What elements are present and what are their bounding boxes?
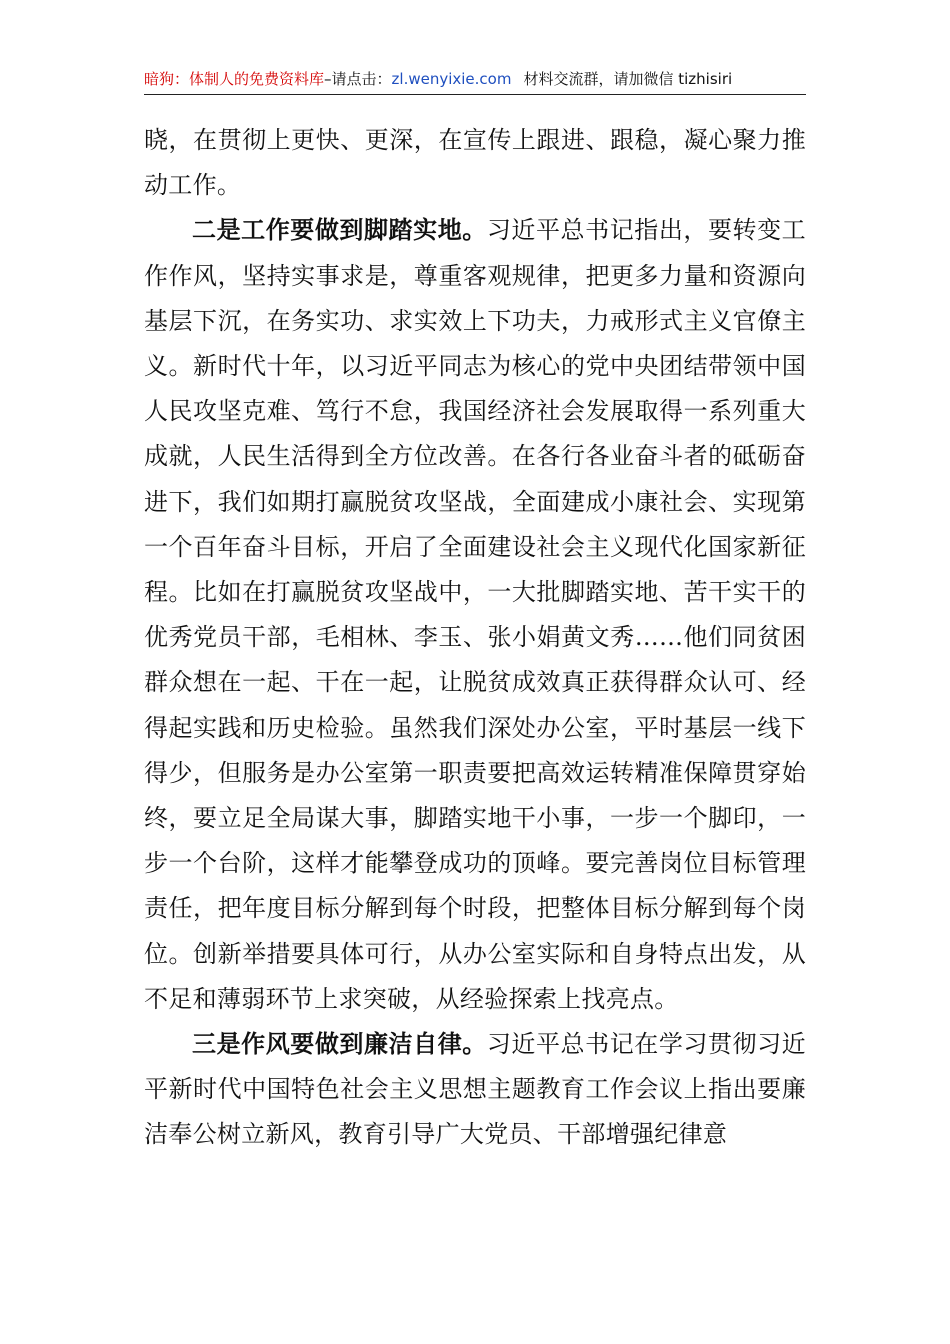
paragraph-text: 习近平总书记指出，要转变工作作风，坚持实事求是，尊重客观规律，把更多力量和资源向基层下沉，在务实功、求实效上下功夫，力戒形式主义官僚主义。新时代十年，以习近平同志为核心的党中央团结带领中国人民攻坚克难、笃行不怠，我国经济社会发展取得一系列重大成就，人民生活得到全方位改善。在各行各业奋斗者的砥砺奋进下，我们如期打赢脱贫攻坚战，全面建成小康社会、实现第一个百年奋斗目标，开启了全面建设社会主义现代化国家新征程。比如在打赢脱贫攻坚战中，一大批脚踏实地、苦干实干的优秀党员干部，毛相林、李玉、张小娟黄文秀……他们同贫困群众想在一起、干在一起，让脱贫成效真正获得群众认可、经得起实践和历史检验。虽然我们深处办公室，平时基层一线下得少，但服务是办公室第一职责要把高效运转精准保障贯穿始终，要立足全局谋大事，脚踏实地干小事，一步一个脚印，一步一个台阶，这样才能攀登成功的顶峰。要完善岗位目标管理责任，把年度目标分解到每个时段，把整体目标分解到每个岗位。创新举措要具体可行，从办公室实际和自身特点出发，从不足和薄弱环节上求突破，从经验探索上找亮点。: [144, 216, 806, 1013]
header-divider: [144, 94, 806, 95]
paragraph-continuation: 晓，在贯彻上更快、更深，在宣传上跟进、跟稳，凝心聚力推动工作。: [144, 126, 806, 200]
site-link[interactable]: zl.wenyixie.com: [391, 70, 512, 88]
page-header: [144, 66, 806, 92]
paragraph-heading: 二是工作要做到脚踏实地。: [192, 216, 487, 245]
paragraph-work: [144, 208, 806, 1022]
document-body: [144, 118, 806, 1158]
click-prompt: –请点击：: [324, 70, 392, 88]
paragraph-heading: 三是作风要做到廉洁自律。: [192, 1030, 487, 1059]
wechat-note: 材料交流群，请加微信 tizhisiri: [523, 70, 733, 88]
paragraph-conduct: [144, 1022, 806, 1158]
site-name: 暗狗：体制人的免费资料库: [144, 70, 325, 88]
paragraph-text: 习近平总书记在学习贯彻习近平新时代中国特色社会主义思想主题教育工作会议上指出要廉洁奉公树立新风，教育引导广大党员、干部增强纪律意: [144, 1030, 806, 1149]
